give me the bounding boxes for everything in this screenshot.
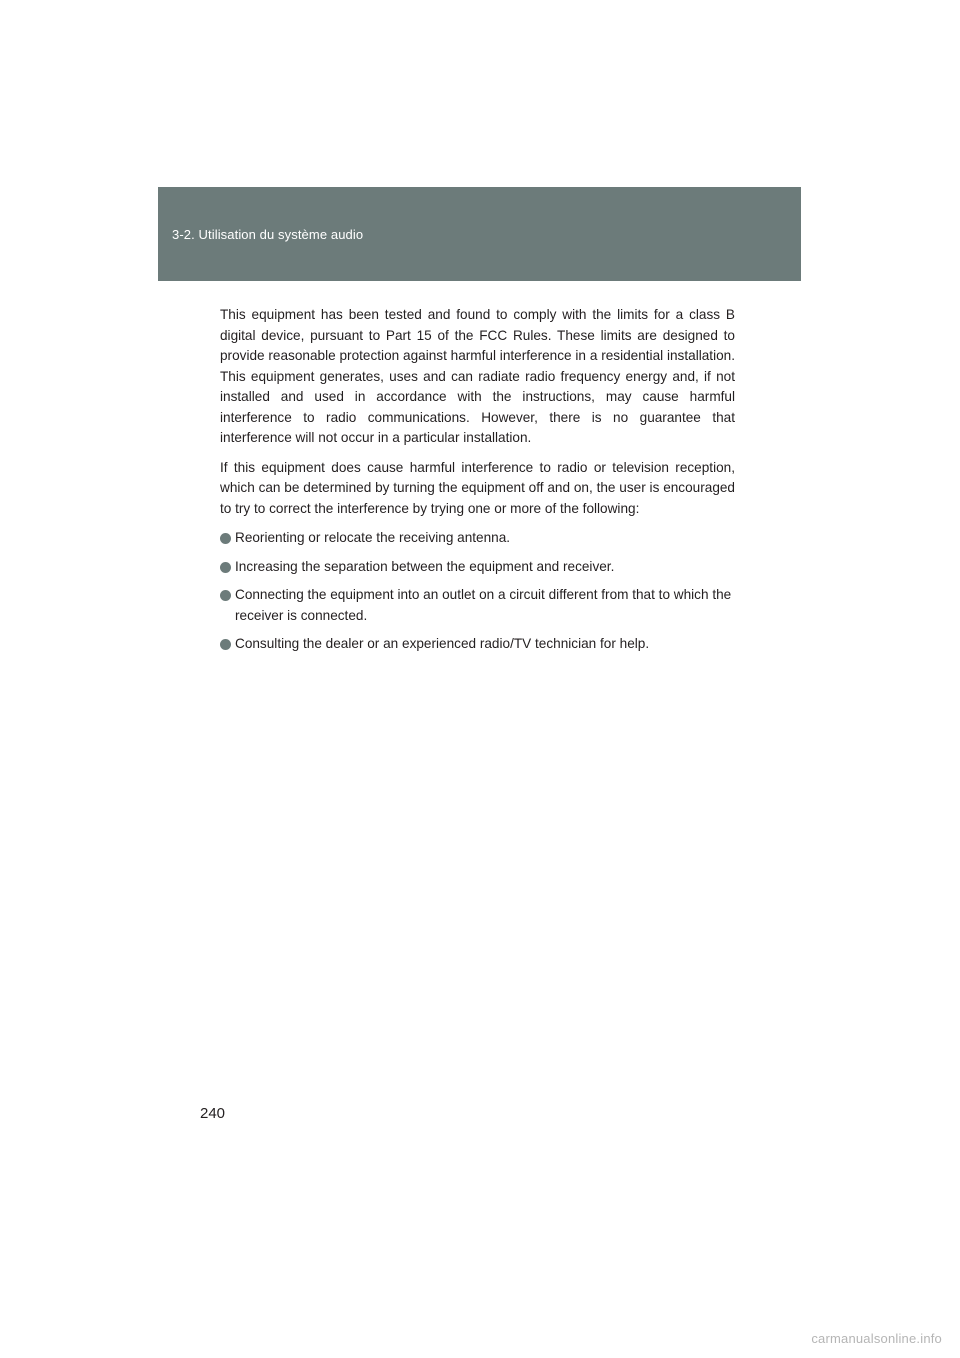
section-title: 3-2. Utilisation du système audio <box>172 227 364 242</box>
bullet-circle-icon <box>220 533 231 544</box>
section-header-bar <box>158 187 801 281</box>
watermark: carmanualsonline.info <box>811 1331 942 1346</box>
list-item-text: Increasing the separation between the equipment and receiver. <box>235 558 615 574</box>
document-body <box>220 305 735 663</box>
bullet-circle-icon <box>220 562 231 573</box>
list-item-text: Reorienting or relocate the receiving antenna. <box>235 530 511 545</box>
paragraph-fcc-compliance: This equipment has been tested and found to comply with the limits for a class B digital device, pursuant to Part 15 of the FCC Rules. These limits are designed to provide reasonable protection against harmful interference in a residential installation. This equipment generates, uses and can radiate radio frequency energy and, if not installed and used in accordance with the instructions, may cause harmful interference to radio communications. However, there is no guarantee that interference will not occur in a particular installation. <box>220 307 735 445</box>
bullet-circle-icon <box>220 639 231 650</box>
list-item <box>220 528 735 549</box>
list-item-text: Consulting the dealer or an experienced radio/TV technician for help. <box>235 636 650 651</box>
list-item <box>220 557 735 578</box>
bullet-circle-icon <box>220 590 231 601</box>
page-number: 240 <box>200 1105 226 1122</box>
list-item-text: Connecting the equipment into an outlet on a circuit different from that to which the receiver is connected. <box>235 587 732 623</box>
list-item <box>220 585 735 626</box>
list-item <box>220 634 735 655</box>
paragraph-interference: If this equipment does cause harmful interference to radio or television reception, which can be determined by turning the equipment off and on, the user is encouraged to try to correct the interference by trying one or more of the following: <box>220 459 735 516</box>
